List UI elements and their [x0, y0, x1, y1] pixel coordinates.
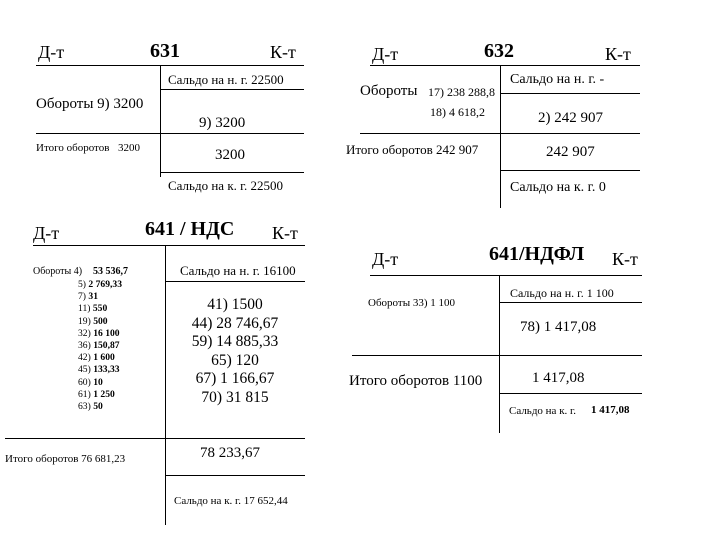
- acc631-total-debit: 3200: [118, 142, 140, 154]
- entry-amount: 1 250: [93, 388, 115, 400]
- acc631-divider: [160, 65, 161, 177]
- acc641-credit-entry: 70) 31 815: [201, 388, 269, 406]
- acc632-total-debit: Итого оборотов 242 907: [346, 142, 479, 157]
- entry-number: 63): [78, 400, 91, 412]
- acc641n-closing-value: 1 417,08: [591, 404, 630, 416]
- acc641-debit-entry: [78, 329, 168, 339]
- acc631-opening-rule: [160, 89, 304, 90]
- acc631-total-rule: [36, 133, 304, 134]
- acc631-debit-turnover: Обороты 9) 3200: [36, 96, 144, 112]
- acc632-total-credit: 242 907: [546, 144, 595, 160]
- acc641-closing-balance: Сальдо на к. г. 17 652,44: [174, 495, 288, 507]
- acc641-opening-rule: [165, 281, 305, 282]
- acc641n-top-rule: [370, 275, 642, 276]
- acc641-credit-entry: 59) 14 885,33: [191, 333, 279, 350]
- acc632-debit-entry-17: 17) 238 288,8: [428, 85, 495, 99]
- acc641-credit-entry: 44) 28 746,67: [191, 314, 279, 332]
- acc641n-closing-label: Сальдо на к. г.: [509, 405, 577, 417]
- entry-amount: 2 769,33: [88, 279, 122, 290]
- acc641n-number: 641/НДФЛ: [489, 243, 585, 265]
- acc641-total-credit: 78 233,67: [200, 445, 260, 461]
- acc641n-divider: [499, 275, 500, 433]
- acc641n-opening-rule: [499, 302, 642, 303]
- entry-number: 5): [78, 279, 86, 290]
- entry-number: 7): [78, 291, 86, 303]
- acc641-number: 641 / НДС: [145, 218, 235, 240]
- acc641-debit-first-label: Обороты 4): [33, 266, 83, 277]
- acc632-opening-balance: Сальдо на н. г. -: [510, 72, 605, 87]
- entry-amount: 150,87: [93, 339, 120, 351]
- acc631-credit-entry: 9) 3200: [199, 115, 246, 131]
- acc641n-credit-header: К-т: [612, 249, 638, 269]
- entry-amount: 50: [93, 400, 103, 412]
- acc632-turnover-label: Обороты: [360, 83, 418, 99]
- entry-amount: 16 100: [93, 327, 120, 339]
- acc641-debit-entry: [78, 353, 168, 363]
- acc631-total-label: Итого оборотов: [36, 142, 110, 154]
- entry-number: 32): [78, 327, 91, 339]
- acc632-closing-balance: Сальдо на к. г. 0: [510, 180, 606, 195]
- acc641n-credit-entry: 78) 1 417,08: [520, 319, 597, 335]
- entry-number: 36): [78, 339, 91, 351]
- entry-number: 61): [78, 388, 91, 400]
- acc641-credit-entry: 41) 1500: [207, 296, 263, 313]
- entry-amount: 1 600: [93, 352, 115, 364]
- entry-number: 42): [78, 352, 91, 364]
- acc641n-closing-rule: [499, 393, 642, 394]
- acc641-credit-entry: 67) 1 166,67: [195, 370, 275, 387]
- acc632-credit-entry: 2) 242 907: [538, 110, 603, 126]
- acc641-debit-entry: [78, 365, 168, 375]
- acc641-debit-entry: [78, 280, 168, 290]
- acc641-credit-entry: 65) 120: [211, 351, 259, 369]
- acc641-closing-rule: [165, 475, 305, 476]
- acc641-total-debit: Итого оборотов 76 681,23: [5, 453, 126, 465]
- acc631-closing-rule: [160, 172, 304, 173]
- entry-number: 11): [78, 303, 91, 315]
- acc641-debit-entry: [78, 390, 168, 400]
- acc641n-opening-balance: Сальдо на н. г. 1 100: [510, 286, 614, 300]
- acc632-top-rule: [370, 65, 640, 66]
- acc631-number: 631: [150, 40, 180, 62]
- entry-amount: 550: [92, 303, 108, 315]
- acc641n-total-debit: Итого оборотов 1100: [349, 373, 483, 389]
- acc632-credit-header: К-т: [605, 44, 631, 64]
- acc641-top-rule: [33, 245, 305, 246]
- entry-number: 19): [78, 315, 91, 327]
- acc641-debit-entry: [78, 304, 168, 314]
- entry-amount: 133,33: [93, 364, 120, 376]
- acc641-credit-entries: [170, 297, 300, 405]
- acc632-divider: [500, 65, 501, 208]
- acc641n-debit-turnover: Обороты 33) 1 100: [368, 297, 456, 309]
- acc632-number: 632: [484, 40, 514, 62]
- entry-amount: 500: [93, 315, 108, 327]
- acc631-total-credit: 3200: [215, 147, 245, 163]
- acc641-debit-header: Д-т: [33, 223, 60, 243]
- acc632-closing-rule: [500, 170, 640, 171]
- acc631-closing-balance: Сальдо на к. г. 22500: [168, 178, 283, 193]
- acc641-total-rule: [5, 438, 305, 439]
- acc631-opening-balance: Сальдо на н. г. 22500: [168, 72, 284, 87]
- entry-number: 45): [78, 364, 91, 376]
- acc641-debit-entry: [78, 341, 168, 351]
- acc632-debit-entry-18: 18) 4 618,2: [430, 105, 485, 119]
- acc632-opening-rule: [500, 93, 640, 94]
- acc632-debit-header: Д-т: [372, 44, 399, 64]
- entry-number: 60): [78, 376, 91, 388]
- entry-amount: 10: [93, 376, 103, 388]
- acc641-opening-balance: Сальдо на н. г. 16100: [180, 263, 296, 278]
- acc641n-total-credit: 1 417,08: [532, 370, 585, 386]
- acc641n-debit-header: Д-т: [372, 249, 399, 269]
- acc641-debit-entry: [78, 378, 168, 388]
- acc631-debit-header: Д-т: [38, 42, 65, 62]
- acc641n-total-rule: [352, 355, 642, 356]
- acc631-credit-header: К-т: [270, 42, 296, 62]
- acc641-debit-entry: [78, 317, 168, 327]
- acc641-debit-entries: [78, 280, 168, 411]
- acc631-top-rule: [36, 65, 304, 66]
- acc641-debit-entry: [78, 402, 168, 412]
- acc641-credit-header: К-т: [272, 223, 298, 243]
- acc641-debit-entry: [78, 292, 168, 302]
- acc641-debit-first-value: 53 536,7: [93, 266, 128, 277]
- entry-amount: 31: [88, 291, 98, 303]
- acc632-total-rule: [360, 133, 640, 134]
